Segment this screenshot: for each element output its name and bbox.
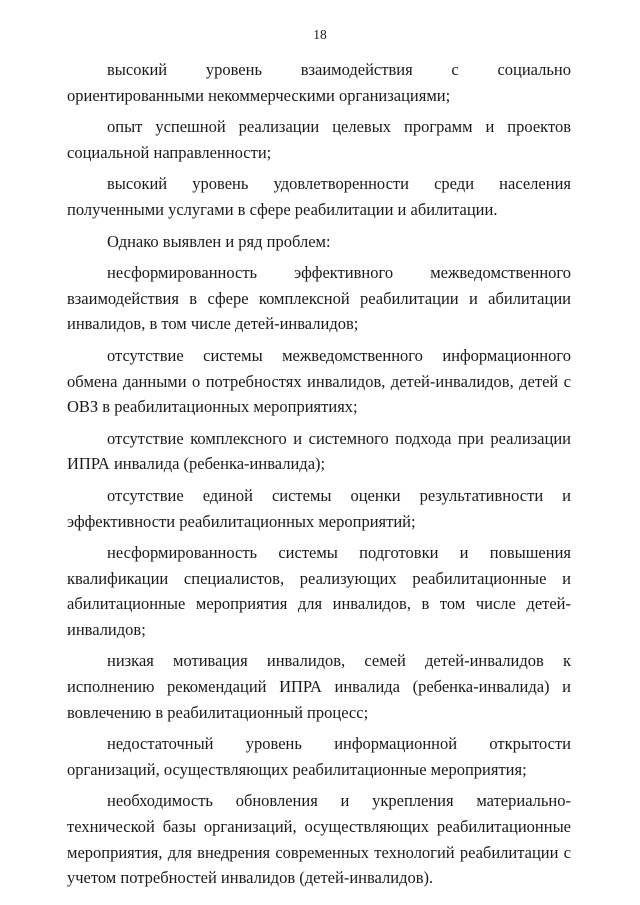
- list-item: высокий уровень взаимодействия с социально ориентированными некоммерческими организациями;: [67, 60, 571, 105]
- list-item: недостаточный уровень информационной открытости организаций, осуществляющих реабилитационные мероприятия;: [67, 734, 571, 779]
- list-item: высокий уровень удовлетворенности среди населения полученными услугами в сфере реабилитации и абилитации.: [67, 174, 571, 219]
- document-body: [67, 57, 571, 897]
- list-item: несформированность системы подготовки и повышения квалификации специалистов, реализующих реабилитационные и абилитационные мероприятия для инвалидов, в том числе детей-инвалидов;: [67, 543, 571, 639]
- section-intro: Однако выявлен и ряд проблем:: [107, 231, 331, 251]
- list-item: отсутствие единой системы оценки результативности и эффективности реабилитационных мероприятий;: [67, 485, 571, 531]
- list-item: несформированность эффективного межведомственного взаимодействия в сфере комплексной реабилитации и абилитации инвалидов, в том числе детей-инвалидов;: [67, 263, 571, 334]
- list-item: отсутствие комплексного и системного подхода при реализации ИПРА инвалида (ребенка-инвалида);: [67, 428, 571, 474]
- list-item: необходимость обновления и укрепления материально-технической базы организаций, осуществляющих реабилитационные мероприятия, для внедрения современных технологий реабилитации с учетом потребностей инвалидов (детей-инвалидов).: [67, 791, 571, 888]
- list-item: отсутствие системы межведомственного информационного обмена данными о потребностях инвалидов, детей-инвалидов, детей с ОВЗ в реабилитационных мероприятиях;: [67, 345, 571, 417]
- list-item: низкая мотивация инвалидов, семей детей-инвалидов к исполнению рекомендаций ИПРА инвалида (ребенка-инвалида) и вовлечению в реабилитационный процесс;: [67, 651, 571, 722]
- list-item: опыт успешной реализации целевых программ и проектов социальной направленности;: [67, 117, 571, 162]
- page-number: 18: [313, 27, 327, 42]
